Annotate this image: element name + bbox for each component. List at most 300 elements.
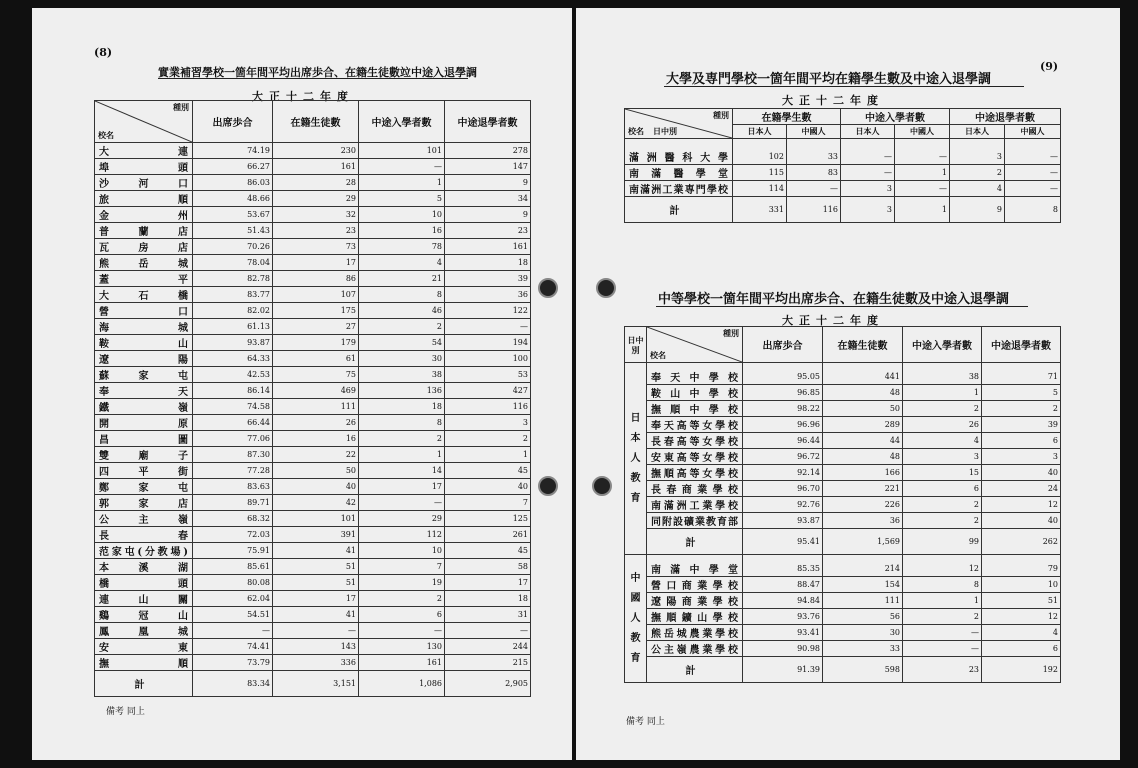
table-row (95, 271, 531, 287)
enrolled-value: 469 (273, 383, 359, 399)
school-name: 熊岳城 (95, 255, 193, 271)
total-value: 3 (841, 197, 895, 223)
enrolled-value: 22 (273, 447, 359, 463)
enrolled-value: 17 (273, 255, 359, 271)
school-name: 同附設礦業教育部 (647, 513, 743, 529)
group-label-char: 中 (630, 572, 641, 584)
attendance-value: 66.27 (193, 159, 273, 175)
attendance-value: 74.58 (193, 399, 273, 415)
left-subtitle: 大正十二年度 (252, 90, 354, 103)
value-cell: 83 (787, 165, 841, 181)
enrolled-value: 32 (273, 207, 359, 223)
admitted-value: 1 (359, 175, 445, 191)
attendance-value: 64.33 (193, 351, 273, 367)
school-name: 旅順 (95, 191, 193, 207)
admitted-value: 130 (359, 639, 445, 655)
attendance-value: 75.91 (193, 543, 273, 559)
admitted-value: 19 (359, 575, 445, 591)
table-row (95, 559, 531, 575)
value-cell: 48 (823, 385, 903, 401)
middle-kind-label: 種別 (723, 328, 739, 338)
admitted-value: 18 (359, 399, 445, 415)
total-value: 331 (733, 197, 787, 223)
table-row (625, 625, 1061, 641)
higher-sub-cn-2: 中國人 (895, 125, 950, 139)
value-cell: — (1005, 139, 1061, 165)
total-admitted: 1,086 (359, 671, 445, 697)
withdrawn-value: 215 (445, 655, 531, 671)
group-label-char: 日 (630, 412, 641, 424)
school-name: 鐵嶺 (95, 399, 193, 415)
school-name: 公主嶺 (95, 511, 193, 527)
admitted-value: — (359, 159, 445, 175)
table-row (95, 591, 531, 607)
school-name: 大石橋 (95, 287, 193, 303)
value-cell: 24 (982, 481, 1061, 497)
school-name: 沙河口 (95, 175, 193, 191)
middle-header-attendance: 出席歩合 (743, 327, 823, 363)
withdrawn-value: 45 (445, 543, 531, 559)
table-row (95, 351, 531, 367)
withdrawn-value: 9 (445, 175, 531, 191)
table-row (95, 255, 531, 271)
higher-sub-jp-1: 日本人 (733, 125, 787, 139)
withdrawn-value: 125 (445, 511, 531, 527)
total-value: 9 (950, 197, 1005, 223)
table-row (625, 385, 1061, 401)
attendance-value: 51.43 (193, 223, 273, 239)
school-name: 鷄冠山 (95, 607, 193, 623)
admitted-value: 10 (359, 543, 445, 559)
total-value: 99 (903, 529, 982, 555)
attendance-value: 74.41 (193, 639, 273, 655)
value-cell: 2 (903, 497, 982, 513)
higher-header-admitted: 中途入學者數 (841, 109, 950, 125)
table-row (95, 511, 531, 527)
table-row (625, 417, 1061, 433)
table-row (625, 513, 1061, 529)
attendance-value: 86.14 (193, 383, 273, 399)
value-cell: 90.98 (743, 641, 823, 657)
table-row (625, 481, 1061, 497)
value-cell: 102 (733, 139, 787, 165)
table-row (95, 655, 531, 671)
school-name: 郭家店 (95, 495, 193, 511)
school-name: 蓋平 (95, 271, 193, 287)
value-cell: 85.35 (743, 555, 823, 577)
value-cell: 12 (982, 609, 1061, 625)
value-cell: 96.72 (743, 449, 823, 465)
total-label: 計 (95, 671, 193, 697)
binding-hole-right-bottom (592, 476, 612, 496)
total-value: 598 (823, 657, 903, 683)
value-cell: 221 (823, 481, 903, 497)
withdrawn-value: 161 (445, 239, 531, 255)
value-cell: 50 (823, 401, 903, 417)
withdrawn-value: 194 (445, 335, 531, 351)
higher-subtitle: 大正十二年度 (782, 94, 884, 107)
value-cell: 44 (823, 433, 903, 449)
value-cell: — (895, 181, 950, 197)
school-name: 開原 (95, 415, 193, 431)
total-attendance: 83.34 (193, 671, 273, 697)
higher-title-underline (664, 86, 1024, 87)
value-cell: 2 (903, 513, 982, 529)
enrolled-value: 107 (273, 287, 359, 303)
group-label-char: 教 (630, 632, 641, 644)
header-withdrawn: 中途退學者數 (445, 101, 531, 143)
attendance-value: 77.06 (193, 431, 273, 447)
higher-header-withdrawn: 中途退學者數 (950, 109, 1061, 125)
value-cell: 111 (823, 593, 903, 609)
table-row (95, 239, 531, 255)
higher-school-table (624, 108, 1061, 223)
withdrawn-value: 23 (445, 223, 531, 239)
enrolled-value: 161 (273, 159, 359, 175)
withdrawn-value: 122 (445, 303, 531, 319)
value-cell: 51 (982, 593, 1061, 609)
table-row (95, 527, 531, 543)
table-row (625, 363, 1061, 385)
admitted-value: 8 (359, 415, 445, 431)
value-cell: 2 (903, 401, 982, 417)
enrolled-value: 23 (273, 223, 359, 239)
value-cell: 40 (982, 513, 1061, 529)
withdrawn-value: 36 (445, 287, 531, 303)
middle-header-enrolled: 在籍生徒數 (823, 327, 903, 363)
group-label-char: 人 (630, 452, 641, 464)
table-row (95, 287, 531, 303)
enrolled-value: 391 (273, 527, 359, 543)
value-cell: 92.14 (743, 465, 823, 481)
value-cell: 4 (950, 181, 1005, 197)
withdrawn-value: 58 (445, 559, 531, 575)
school-name: 撫順鑛山學校 (647, 609, 743, 625)
school-name: 金州 (95, 207, 193, 223)
admitted-value: 1 (359, 447, 445, 463)
admitted-value: 16 (359, 223, 445, 239)
middle-title-underline (656, 306, 1028, 307)
enrolled-value: 42 (273, 495, 359, 511)
group-total-row (625, 657, 1061, 683)
value-cell: 154 (823, 577, 903, 593)
enrolled-value: 73 (273, 239, 359, 255)
total-value: 23 (903, 657, 982, 683)
middle-subtitle: 大正十二年度 (782, 314, 884, 327)
attendance-value: 53.67 (193, 207, 273, 223)
withdrawn-value: 3 (445, 415, 531, 431)
header-kind: 種別 (173, 102, 189, 112)
right-note: 備考 同上 (626, 717, 665, 727)
total-enrolled: 3,151 (273, 671, 359, 697)
school-name: 鞍山 (95, 335, 193, 351)
value-cell: 10 (982, 577, 1061, 593)
total-label: 計 (625, 197, 733, 223)
value-cell: 48 (823, 449, 903, 465)
value-cell: 1 (895, 165, 950, 181)
table-row (95, 479, 531, 495)
school-name: 遼陽 (95, 351, 193, 367)
admitted-value: 4 (359, 255, 445, 271)
right-page-number: (9) (1040, 60, 1059, 73)
enrolled-value: 175 (273, 303, 359, 319)
school-name: 公主嶺農業學校 (647, 641, 743, 657)
value-cell: 441 (823, 363, 903, 385)
withdrawn-value: 278 (445, 143, 531, 159)
binding-hole-right-top (596, 278, 616, 298)
enrolled-value: 86 (273, 271, 359, 287)
header-kind-name (95, 101, 193, 143)
enrolled-value: 27 (273, 319, 359, 335)
value-cell: 2 (950, 165, 1005, 181)
value-cell: 96.85 (743, 385, 823, 401)
withdrawn-value: 100 (445, 351, 531, 367)
admitted-value: 30 (359, 351, 445, 367)
school-name: 海城 (95, 319, 193, 335)
table-row (625, 497, 1061, 513)
withdrawn-value: 18 (445, 591, 531, 607)
value-cell: — (787, 181, 841, 197)
attendance-value: 62.04 (193, 591, 273, 607)
value-cell: — (1005, 165, 1061, 181)
table-row (625, 577, 1061, 593)
header-admitted: 中途入學者數 (359, 101, 445, 143)
table-row (95, 543, 531, 559)
value-cell: 6 (982, 433, 1061, 449)
admitted-value: 78 (359, 239, 445, 255)
value-cell: 214 (823, 555, 903, 577)
attendance-value: 83.63 (193, 479, 273, 495)
value-cell: — (841, 165, 895, 181)
admitted-value: — (359, 495, 445, 511)
enrolled-value: 143 (273, 639, 359, 655)
school-name: 鄭家屯 (95, 479, 193, 495)
admitted-value: 8 (359, 287, 445, 303)
value-cell: 92.76 (743, 497, 823, 513)
enrolled-value: 41 (273, 607, 359, 623)
admitted-value: 2 (359, 431, 445, 447)
binding-hole-left-bottom (538, 476, 558, 496)
admitted-value: 21 (359, 271, 445, 287)
group-label-char: 國 (630, 592, 641, 604)
value-cell: 6 (982, 641, 1061, 657)
attendance-value: 85.61 (193, 559, 273, 575)
withdrawn-value: 39 (445, 271, 531, 287)
total-value: 1,569 (823, 529, 903, 555)
table-row (625, 449, 1061, 465)
school-name: 蘇家屯 (95, 367, 193, 383)
withdrawn-value: 147 (445, 159, 531, 175)
value-cell: — (903, 625, 982, 641)
total-label: 計 (647, 529, 743, 555)
withdrawn-value: 53 (445, 367, 531, 383)
school-name: 滿洲醫科大學 (625, 139, 733, 165)
table-row (95, 431, 531, 447)
higher-nat-label: 日中別 (653, 126, 677, 136)
enrolled-value: 230 (273, 143, 359, 159)
value-cell: 96.70 (743, 481, 823, 497)
enrolled-value: 179 (273, 335, 359, 351)
enrolled-value: 75 (273, 367, 359, 383)
school-name: 瓦房店 (95, 239, 193, 255)
withdrawn-value: 427 (445, 383, 531, 399)
school-name: 安東 (95, 639, 193, 655)
table-row (95, 191, 531, 207)
group-label-char: 育 (630, 652, 641, 664)
right-page (576, 8, 1120, 760)
admitted-value: 14 (359, 463, 445, 479)
value-cell: 39 (982, 417, 1061, 433)
value-cell: 33 (787, 139, 841, 165)
withdrawn-value: 244 (445, 639, 531, 655)
value-cell: 12 (903, 555, 982, 577)
middle-title: 中等學校一箇年間平均出席歩合、在籍生徒數及中途入退學調 (658, 292, 1010, 307)
value-cell: 4 (982, 625, 1061, 641)
left-title: 實業補習學校一箇年間平均出席歩合、在籍生徒數竝中途入退學調 (158, 66, 477, 79)
higher-sub-jp-2: 日本人 (841, 125, 895, 139)
school-name: 營口 (95, 303, 193, 319)
header-attendance: 出席歩合 (193, 101, 273, 143)
table-row (625, 401, 1061, 417)
value-cell: 36 (823, 513, 903, 529)
enrolled-value: 40 (273, 479, 359, 495)
withdrawn-value: 45 (445, 463, 531, 479)
attendance-value: 70.26 (193, 239, 273, 255)
value-cell: 114 (733, 181, 787, 197)
value-cell: 3 (841, 181, 895, 197)
school-name: 昌圖 (95, 431, 193, 447)
higher-total-row (625, 197, 1061, 223)
enrolled-value: — (273, 623, 359, 639)
table-row (95, 639, 531, 655)
value-cell: 1 (903, 593, 982, 609)
table-row (95, 319, 531, 335)
total-value: 262 (982, 529, 1061, 555)
admitted-value: 5 (359, 191, 445, 207)
table-row (95, 447, 531, 463)
group-label-japanese (625, 363, 647, 555)
enrolled-value: 61 (273, 351, 359, 367)
school-name: 連山關 (95, 591, 193, 607)
admitted-value: 17 (359, 479, 445, 495)
value-cell: 15 (903, 465, 982, 481)
value-cell: 98.22 (743, 401, 823, 417)
value-cell: 3 (903, 449, 982, 465)
value-cell: 95.05 (743, 363, 823, 385)
school-name: 奉天中學校 (647, 363, 743, 385)
school-name: 遼陽商業學校 (647, 593, 743, 609)
table-row (625, 433, 1061, 449)
withdrawn-value: 31 (445, 607, 531, 623)
school-name: 橋頭 (95, 575, 193, 591)
attendance-value: 86.03 (193, 175, 273, 191)
school-name: 撫順 (95, 655, 193, 671)
value-cell: 12 (982, 497, 1061, 513)
withdrawn-value: 2 (445, 431, 531, 447)
value-cell: — (903, 641, 982, 657)
school-name: 營口商業學校 (647, 577, 743, 593)
withdrawn-value: — (445, 623, 531, 639)
admitted-value: 46 (359, 303, 445, 319)
school-name: 雙廟子 (95, 447, 193, 463)
value-cell: 3 (982, 449, 1061, 465)
value-cell: 226 (823, 497, 903, 513)
value-cell: 88.47 (743, 577, 823, 593)
table-row (625, 139, 1061, 165)
school-name: 奉天高等女學校 (647, 417, 743, 433)
middle-school-table (624, 326, 1061, 683)
middle-header-kind (647, 327, 743, 363)
value-cell: 93.87 (743, 513, 823, 529)
attendance-value: 87.30 (193, 447, 273, 463)
value-cell: 8 (903, 577, 982, 593)
higher-title: 大學及専門學校一箇年間平均在籍學生數及中途入退學調 (666, 72, 992, 87)
table-row (95, 175, 531, 191)
withdrawn-value: 40 (445, 479, 531, 495)
attendance-value: 61.13 (193, 319, 273, 335)
vocational-school-table (94, 100, 531, 697)
attendance-value: 54.51 (193, 607, 273, 623)
value-cell: 33 (823, 641, 903, 657)
school-name: 鳳凰城 (95, 623, 193, 639)
attendance-value: 82.78 (193, 271, 273, 287)
attendance-value: 82.02 (193, 303, 273, 319)
table-row (95, 415, 531, 431)
attendance-value: 68.32 (193, 511, 273, 527)
value-cell: — (895, 139, 950, 165)
value-cell: 38 (903, 363, 982, 385)
admitted-value: 2 (359, 319, 445, 335)
school-name: 熊岳城農業學校 (647, 625, 743, 641)
higher-header-kind (625, 109, 733, 139)
admitted-value: 161 (359, 655, 445, 671)
school-name: 本溪湖 (95, 559, 193, 575)
value-cell: 94.84 (743, 593, 823, 609)
enrolled-value: 26 (273, 415, 359, 431)
value-cell: 93.41 (743, 625, 823, 641)
withdrawn-value: 34 (445, 191, 531, 207)
higher-name-label: 校名 (628, 126, 644, 136)
school-name: 長春高等女學校 (647, 433, 743, 449)
table-row (625, 555, 1061, 577)
admitted-value: 2 (359, 591, 445, 607)
withdrawn-value: 17 (445, 575, 531, 591)
attendance-value: 66.44 (193, 415, 273, 431)
header-enrolled: 在籍生徒數 (273, 101, 359, 143)
attendance-value: 42.53 (193, 367, 273, 383)
table-row (95, 303, 531, 319)
total-label: 計 (647, 657, 743, 683)
admitted-value: 112 (359, 527, 445, 543)
admitted-value: — (359, 623, 445, 639)
value-cell: 96.44 (743, 433, 823, 449)
admitted-value: 38 (359, 367, 445, 383)
middle-header-withdrawn: 中途退學者數 (982, 327, 1061, 363)
school-name: 普蘭店 (95, 223, 193, 239)
table-row (625, 465, 1061, 481)
school-name: 南滿洲工業専門學校 (625, 181, 733, 197)
group-label-char: 育 (630, 492, 641, 504)
table-row (95, 495, 531, 511)
group-label-char: 教 (630, 472, 641, 484)
value-cell: — (841, 139, 895, 165)
value-cell: 71 (982, 363, 1061, 385)
table-row (625, 609, 1061, 625)
enrolled-value: 51 (273, 559, 359, 575)
enrolled-value: 41 (273, 543, 359, 559)
withdrawn-value: 1 (445, 447, 531, 463)
withdrawn-value: — (445, 319, 531, 335)
